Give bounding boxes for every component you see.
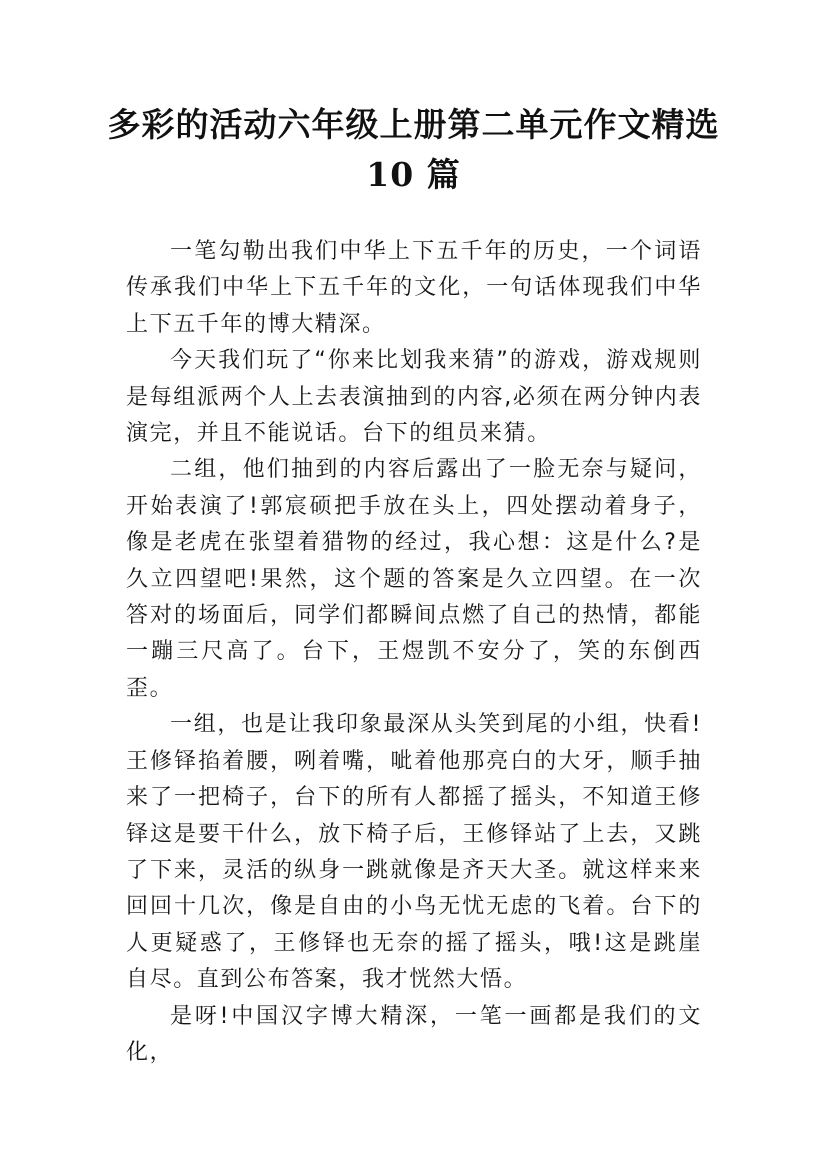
title-line-1: 多彩的活动六年级上册第二单元作文精选 [107, 105, 720, 144]
title-line-2: 10 篇 [366, 155, 461, 194]
paragraph-2: 今天我们玩了“你来比划我来猜”的游戏，游戏规则是每组派两个人上去表演抽到的内容,必须在两分钟内表演完，并且不能说话。台下的组员来猜。 [126, 348, 702, 447]
paragraph-1: 一笔勾勒出我们中华上下五千年的历史，一个词语传承我们中华上下五千年的文化，一句话体现我们中华上下五千年的博大精深。 [126, 239, 702, 337]
paragraph-3: 二组，他们抽到的内容后露出了一脸无奈与疑问，开始表演了!郭宸硕把手放在头上，四处摆动着身子，像是老虎在张望着猎物的经过，我心想：这是什么?是久立四望吧!果然，这个题的答案是久立四望。在一次答对的场面后，同学们都瞬间点燃了自己的热情，都能一蹦三尺高了。台下，王煜凯不安分了，笑的东倒西歪。 [126, 457, 702, 701]
paragraph-4: 一组，也是让我印象最深从头笑到尾的小组，快看!王修铎掐着腰，咧着嘴，呲着他那亮白的大牙，顺手抽来了一把椅子，台下的所有人都摇了摇头，不知道王修铎这是要干什么，放下椅子后，王修铎站了上去，又跳了下来，灵活的纵身一跳就像是齐天大圣。就这样来来回回十几次，像是自由的小鸟无忧无虑的飞着。台下的人更疑惑了，王修铎也无奈的摇了摇头，哦!这是跳崖自尽。直到公布答案，我才恍然大悟。 [126, 712, 702, 993]
paragraph-5: 是呀!中国汉字博大精深，一笔一画都是我们的文化， [126, 1003, 702, 1065]
document-title [90, 100, 737, 200]
document-body [126, 234, 702, 1071]
